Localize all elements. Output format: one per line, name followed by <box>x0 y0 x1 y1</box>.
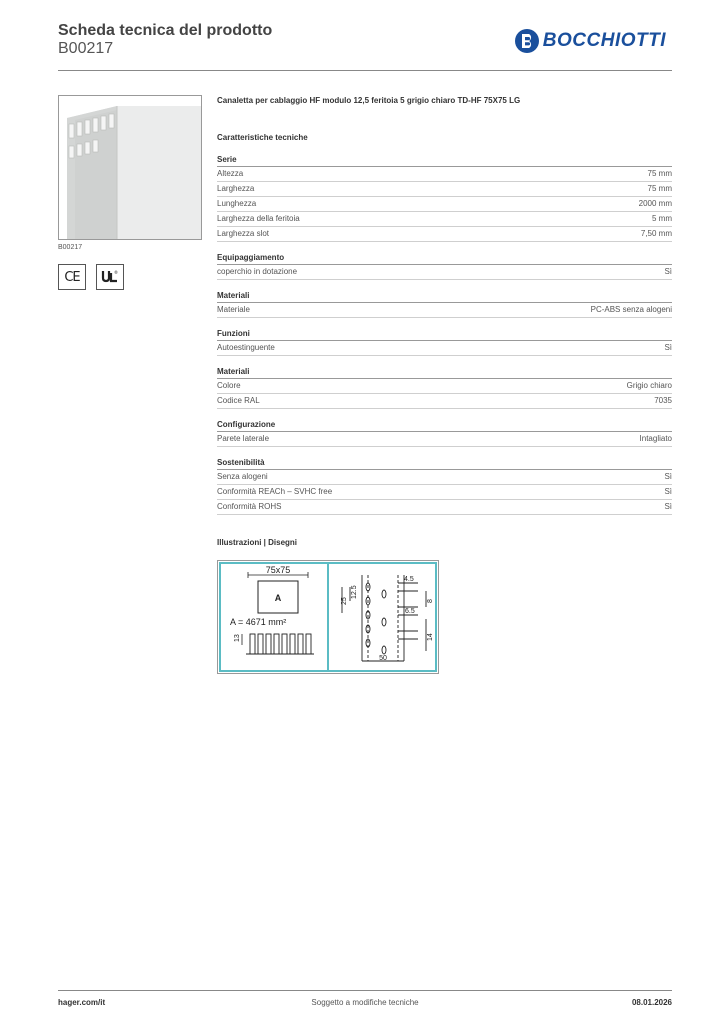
spec-value: PC-ABS senza alogeni <box>590 305 672 314</box>
spec-value: 5 mm <box>652 214 672 223</box>
spec-value: 7035 <box>654 396 672 405</box>
product-description: Canaletta per cablaggio HF modulo 12,5 feritoia 5 grigio chiaro TD-HF 75X75 LG <box>217 96 521 105</box>
footer-divider <box>58 990 672 991</box>
spec-label: Autoestinguente <box>217 343 275 352</box>
spec-section-materiali-colore <box>217 365 672 409</box>
spec-value: 2000 mm <box>638 199 672 208</box>
spec-label: Conformità REACh – SVHC free <box>217 487 333 496</box>
spec-label: Colore <box>217 381 241 390</box>
section-title: Materiali <box>217 289 672 303</box>
spec-label: Altezza <box>217 169 244 178</box>
section-title: Funzioni <box>217 327 672 341</box>
spec-row <box>217 432 672 447</box>
spec-row <box>217 470 672 485</box>
spec-row <box>217 500 672 515</box>
spec-label: Conformità ROHS <box>217 502 282 511</box>
brand-logo <box>514 28 666 54</box>
footer-disclaimer: Soggetto a modifiche tecniche <box>311 998 419 1007</box>
header <box>58 22 672 68</box>
spec-value: Sì <box>664 472 672 481</box>
ul-mark-icon <box>96 264 124 290</box>
spec-label: Codice RAL <box>217 396 260 405</box>
spec-row <box>217 182 672 197</box>
spec-value: Sì <box>664 343 672 352</box>
spec-label: Senza alogeni <box>217 472 268 481</box>
spec-section-materiali <box>217 289 672 318</box>
dim-4-5: 4.5 <box>404 576 414 583</box>
main-content <box>217 95 672 550</box>
spec-row <box>217 167 672 182</box>
spec-row <box>217 227 672 242</box>
spec-label: Larghezza <box>217 184 255 193</box>
specs-title: Caratteristiche tecniche <box>217 133 308 142</box>
photo-caption: B00217 <box>58 244 83 251</box>
spec-label: Lunghezza <box>217 199 257 208</box>
spec-label: Larghezza della feritoia <box>217 214 300 223</box>
spec-row <box>217 212 672 227</box>
spec-row <box>217 379 672 394</box>
header-divider <box>58 70 672 71</box>
spec-value: Grigio chiaro <box>626 381 672 390</box>
technical-drawing <box>217 560 439 674</box>
dim-13: 13 <box>234 634 241 642</box>
spec-row <box>217 197 672 212</box>
spec-label: Materiale <box>217 305 250 314</box>
spec-row <box>217 485 672 500</box>
size-label: 75x75 <box>265 565 291 575</box>
footer-website-link[interactable]: hager.com/it <box>58 998 106 1007</box>
spec-label: Parete laterale <box>217 434 270 443</box>
dim-12-5: 12.5 <box>351 585 358 599</box>
dim-50: 50 <box>379 655 387 662</box>
spec-label: coperchio in dotazione <box>217 267 298 276</box>
cable-duct-image <box>59 96 202 240</box>
spec-value: 7,50 mm <box>640 229 672 238</box>
section-title: Materiali <box>217 365 672 379</box>
dimension-drawing <box>218 561 438 673</box>
dim-14: 14 <box>427 633 434 641</box>
ul-logo-icon <box>100 268 120 286</box>
spec-value: 75 mm <box>647 169 672 178</box>
spec-row <box>217 303 672 318</box>
spec-value: Sì <box>664 502 672 511</box>
bocchiotti-logo-icon <box>514 28 540 54</box>
spec-value: Sì <box>664 267 672 276</box>
dim-25: 25 <box>341 597 348 605</box>
page-title: Scheda tecnica del prodotto <box>58 22 273 39</box>
spec-section-serie <box>217 153 672 242</box>
spec-row <box>217 341 672 356</box>
spec-section-equipaggiamento <box>217 251 672 280</box>
product-photo <box>58 95 202 240</box>
spec-row <box>217 394 672 409</box>
footer-date: 08.01.2026 <box>631 998 672 1007</box>
section-title: Configurazione <box>217 418 672 432</box>
svg-text:®: ® <box>114 270 118 275</box>
brand-name: BOCCHIOTTI <box>542 30 666 51</box>
section-title: Serie <box>217 153 672 167</box>
spec-label: Larghezza slot <box>217 229 270 238</box>
section-title: Sostenibilità <box>217 456 672 470</box>
spec-value: Sì <box>664 487 672 496</box>
spec-section-sostenibilita <box>217 456 672 515</box>
spec-row <box>217 265 672 280</box>
area-label: A = 4671 mm² <box>230 617 287 627</box>
dim-6-5: 6.5 <box>405 608 415 615</box>
area-letter: A <box>274 593 282 603</box>
spec-value: Intagliato <box>639 434 672 443</box>
section-title: Equipaggiamento <box>217 251 672 265</box>
spec-value: 75 mm <box>647 184 672 193</box>
illustrations-title: Illustrazioni | Disegni <box>217 538 298 547</box>
spec-section-configurazione <box>217 418 672 447</box>
dim-8: 8 <box>427 599 434 603</box>
ce-mark-icon: CE <box>58 264 86 290</box>
product-code: B00217 <box>58 40 114 57</box>
spec-section-funzioni <box>217 327 672 356</box>
